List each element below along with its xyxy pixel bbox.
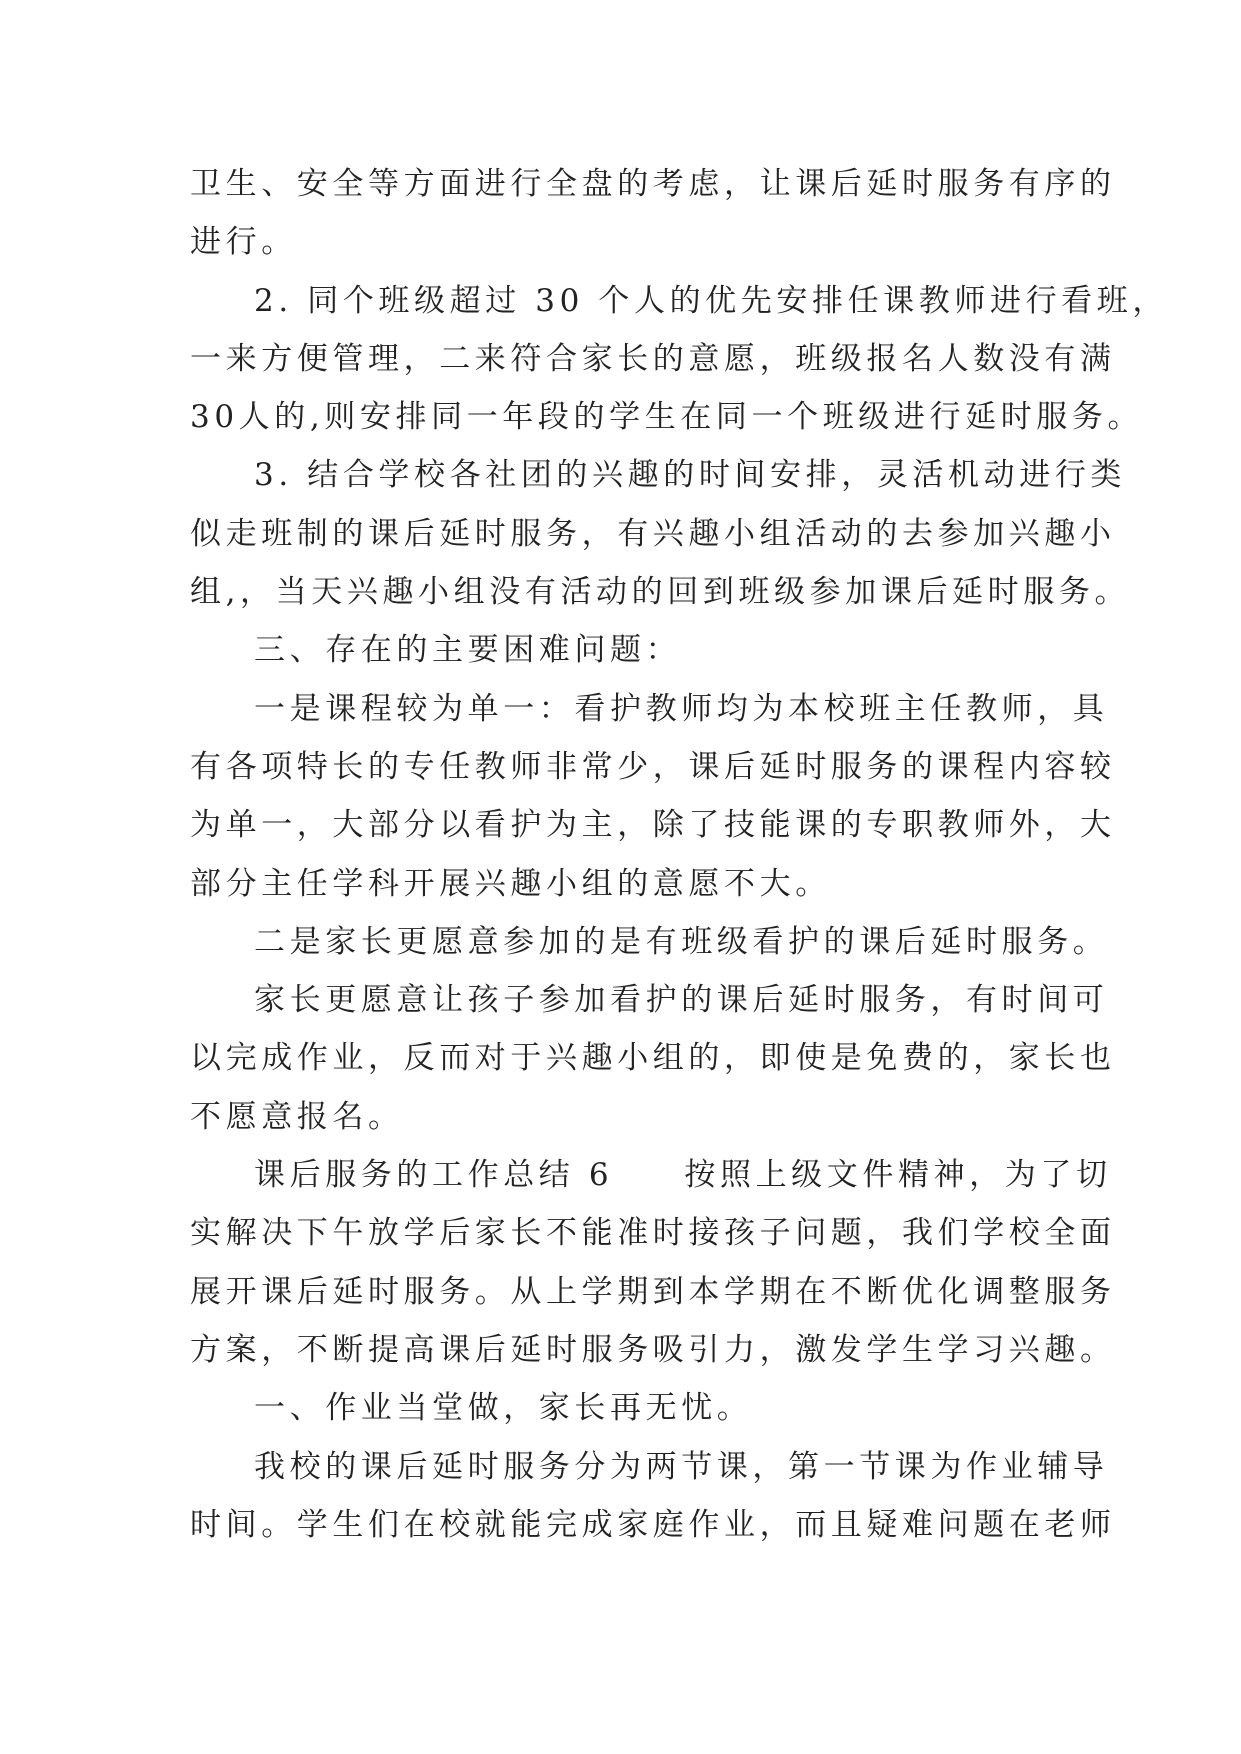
- text-line: 一是课程较为单一：看护教师均为本校班主任教师，具: [254, 690, 1109, 727]
- text-line: 组,，当天兴趣小组没有活动的回到班级参加课后延时服务。: [190, 574, 1131, 611]
- text-line: 为单一，大部分以看护为主，除了技能课的专职教师外，大: [190, 807, 1116, 844]
- text-line: 方案，不断提高课后延时服务吸引力，激发学生学习兴趣。: [190, 1331, 1116, 1368]
- text-line: 家长更愿意让孩子参加看护的课后延时服务，有时间可: [254, 982, 1109, 1019]
- text-line: 30人的,则安排同一年段的学生在同一个班级进行延时服务。: [190, 399, 1144, 436]
- text-line: 实解决下午放学后家长不能准时接孩子问题，我们学校全面: [190, 1215, 1116, 1252]
- text-line: 不愿意报名。: [190, 1098, 404, 1135]
- text-line: 进行。: [190, 224, 297, 261]
- text-line: 我校的课后延时服务分为两节课，第一节课为作业辅导: [254, 1448, 1109, 1485]
- text-line: 以完成作业，反而对于兴趣小组的，即使是免费的，家长也: [190, 1040, 1116, 1077]
- text-line: 有各项特长的专任教师非常少，课后延时服务的课程内容较: [190, 748, 1116, 785]
- text-line: 似走班制的课后延时服务，有兴趣小组活动的去参加兴趣小: [190, 515, 1116, 552]
- text-line: 一来方便管理，二来符合家长的意愿，班级报名人数没有满: [190, 340, 1116, 377]
- text-line: 时间。学生们在校就能完成家庭作业，而且疑难问题在老师: [190, 1506, 1116, 1543]
- section-heading: 一、作业当堂做，家长再无忧。: [254, 1390, 753, 1427]
- text-line: 2. 同个班级超过 30 个人的优先安排任课教师进行看班，: [254, 282, 1168, 319]
- text-line: 二是家长更愿意参加的是有班级看护的课后延时服务。: [254, 923, 1109, 960]
- section-title-line: 课后服务的工作总结 6 按照上级文件精神，为了切: [254, 1157, 1112, 1194]
- body-text: [190, 155, 1168, 1554]
- text-line: 卫生、安全等方面进行全盘的考虑，让课后延时服务有序的: [190, 166, 1116, 202]
- text-line: 3. 结合学校各社团的兴趣的时间安排，灵活机动进行类: [254, 457, 1127, 494]
- text-line: 部分主任学科开展兴趣小组的意愿不大。: [190, 865, 831, 902]
- section-heading: 三、存在的主要困难问题：: [254, 632, 682, 669]
- text-line: 展开课后延时服务。从上学期到本学期在不断优化调整服务: [190, 1273, 1116, 1310]
